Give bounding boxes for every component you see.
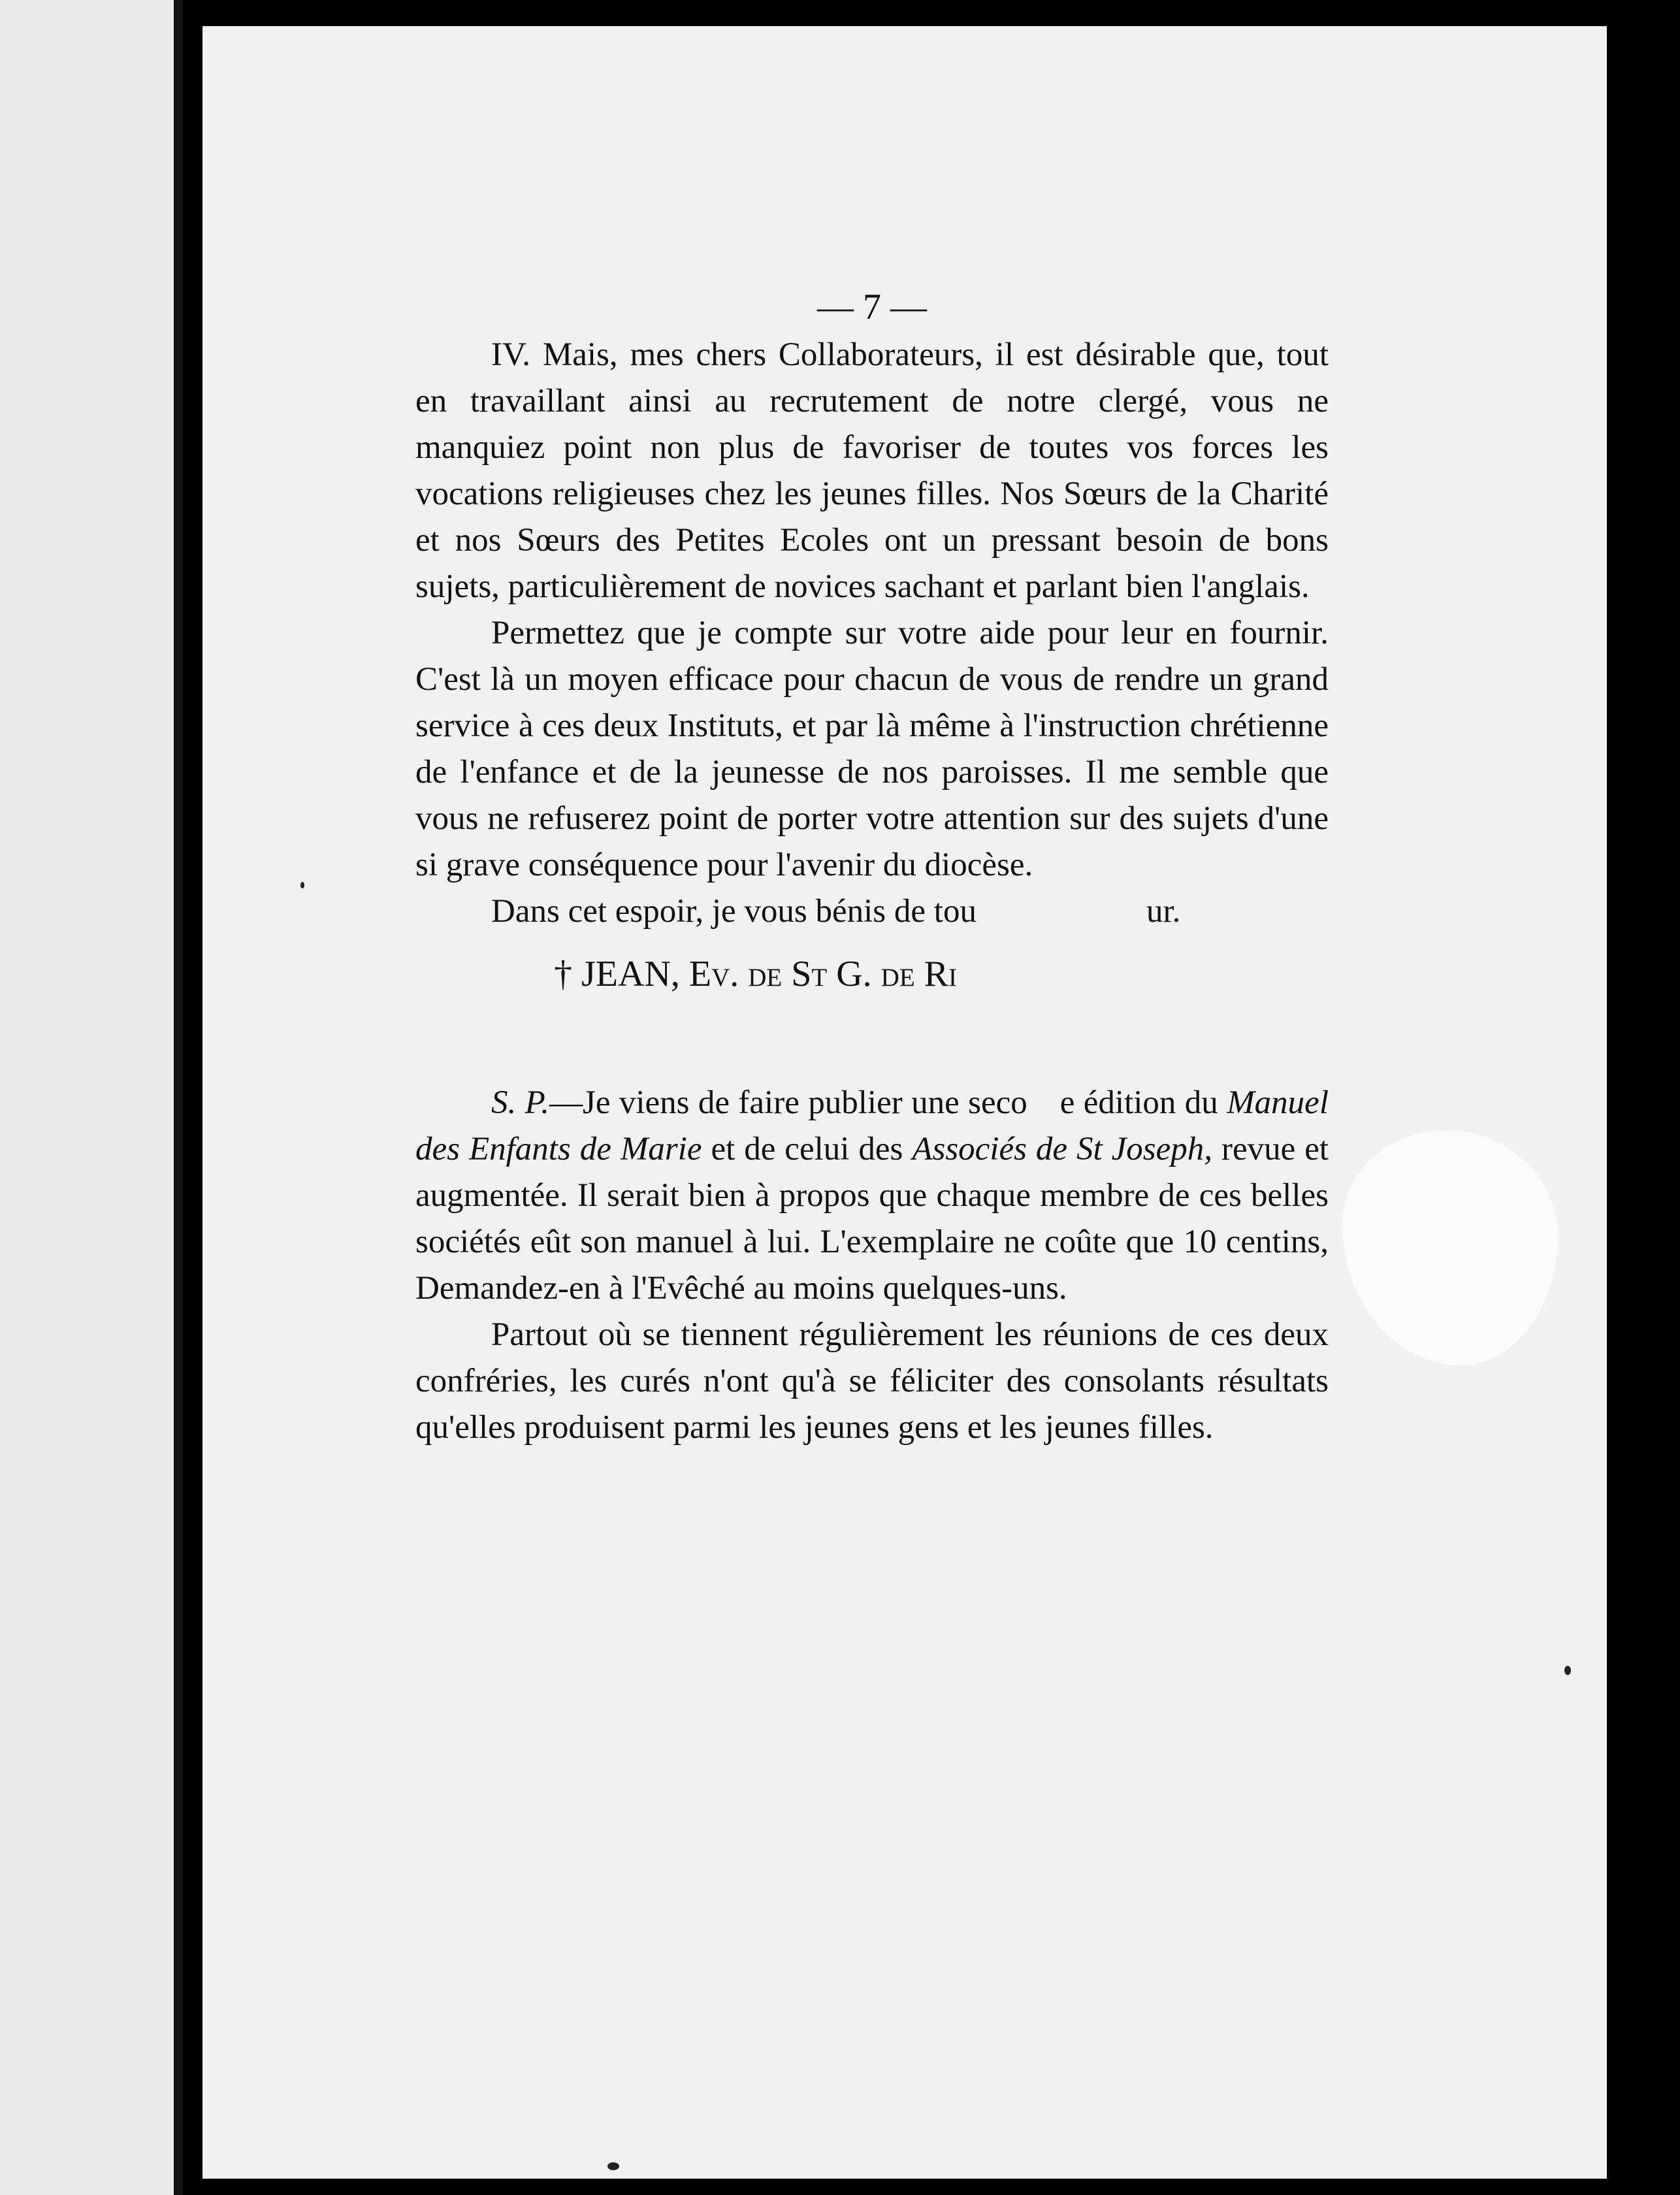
postscript-paragraph [415, 1080, 1329, 1312]
postscript-text-1: —Je viens de faire publier une seco [549, 1084, 1027, 1121]
signature-name: JEAN, [581, 954, 680, 994]
page-text [415, 281, 1329, 1451]
paper-stain [1342, 1130, 1558, 1365]
book-title-enfants-de-marie: Manuel des Enfants de Marie [415, 1084, 1329, 1167]
paragraph-vocations: IV. Mais, mes chers Collaborateurs, il est désirable que, tout en travaillant ainsi au recrutement de notre clergé, vous ne manquiez point non plus de favoriser de toutes vos forces les vocations religieuses chez les jeunes filles. Nos Sœurs de la Charité et nos Sœurs des Petites Ecoles ont un pressant besoin de bons sujets, particulièrement de novices sachant et parlant bien l'anglais. [415, 336, 1329, 605]
postscript-text-4: revue et augmentée. Il serait bien à propos que chaque membre de ces belles sociétés eût son manuel à lui. L'exemplaire ne coûte que 10 centins, Demandez-en à l'Evêché au moins quelques-uns. [415, 1131, 1329, 1307]
adjacent-page-edge [0, 0, 183, 2195]
postscript-label: S. P. [491, 1084, 549, 1121]
page-number: — 7 — [817, 287, 927, 327]
signature-title: Ev. de St G. de Ri [688, 954, 957, 994]
ink-speck [300, 882, 304, 888]
binding-shadow [174, 0, 183, 2195]
cross-symbol: † [554, 954, 572, 994]
paragraph-blessing [415, 888, 1329, 935]
signature [415, 944, 1329, 1004]
blessing-text: Dans cet espoir, je vous bénis de tou [491, 893, 977, 930]
paragraph-request: Permettez que je compte sur votre aide pour leur en fournir. C'est là un moyen efficace pour chacun de vous de rendre un grand service à ces deux Instituts, et par là même à l'instruction chrétienne de l'enfance et de la jeunesse de nos paroisses. Il me semble que vous ne refuserez point de porter votre attention sur des sujets d'une si grave conséquence pour l'avenir du diocèse. [415, 615, 1329, 883]
document-page [202, 26, 1607, 2179]
ink-speck [607, 2162, 619, 2170]
ink-speck [1564, 1666, 1571, 1675]
postscript-paragraph-2: Partout où se tiennent régulièrement les réunions de ces deux confréries, les curés n'ont qu'à se féliciter des consolants résultats qu'elles produisent parmi les jeunes gens et les jeunes filles. [415, 1316, 1329, 1446]
postscript-text-3: et de celui des [702, 1131, 913, 1167]
postscript-text-2: e édition du [1059, 1084, 1227, 1121]
book-title-associes-st-joseph: Associés de St Joseph, [912, 1131, 1213, 1167]
blessing-tail: ur. [1146, 893, 1181, 930]
